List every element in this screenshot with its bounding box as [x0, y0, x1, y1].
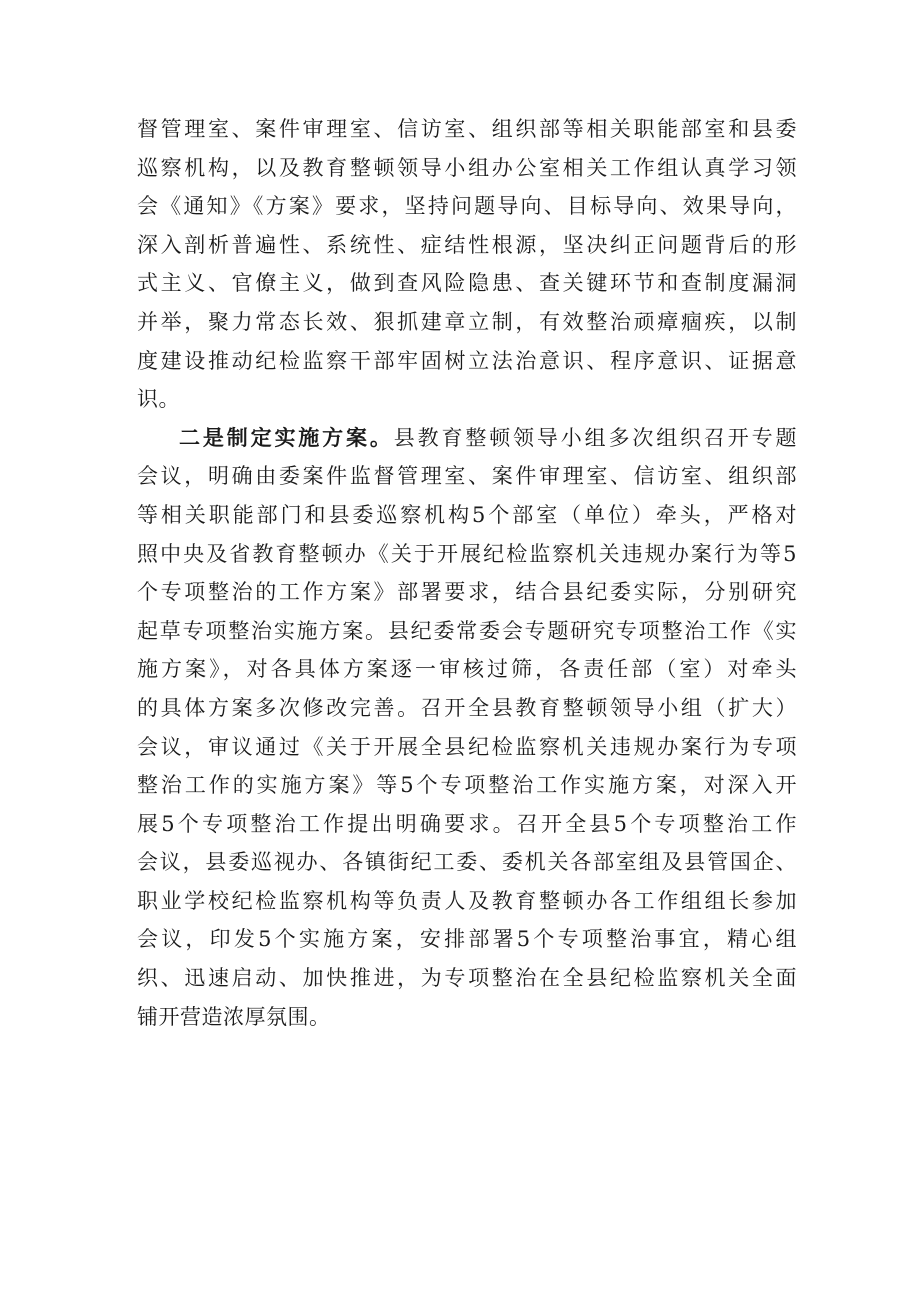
paragraph-1-line: 会《通知》《方案》要求，坚持问题导向、目标导向、效果导向， — [137, 194, 797, 219]
paragraph-2-line: 的具体方案多次修改完善。召开全县教育整顿领导小组（扩大） — [137, 695, 797, 720]
paragraph-1-line: 度建设推动纪检监察干部牢固树立法治意识、程序意识、证据意 — [137, 348, 797, 373]
paragraph-2-line: 起草专项整治实施方案。县纪委常委会专题研究专项整治工作《实 — [137, 618, 797, 643]
document-body — [137, 110, 797, 1036]
paragraph-1 — [137, 110, 797, 419]
paragraph-2-first-line — [137, 419, 797, 458]
paragraph-1-line: 识。 — [137, 387, 180, 412]
paragraph-1-line: 深入剖析普遍性、系统性、症结性根源，坚决纠正问题背后的形 — [137, 232, 797, 257]
section-heading: 二是制定实施方案。 — [179, 425, 394, 450]
paragraph-2 — [137, 419, 797, 1037]
paragraph-1-line: 并举，聚力常态长效、狠抓建章立制，有效整治顽瘴痼疾，以制 — [137, 309, 797, 334]
paragraph-2-line: 照中央及省教育整顿办《关于开展纪检监察机关违规办案行为等5 — [137, 541, 797, 566]
paragraph-2-line: 会议，明确由委案件监督管理室、案件审理室、信访室、组织部 — [137, 464, 797, 489]
paragraph-2-line: 整治工作的实施方案》等5个专项整治工作实施方案，对深入开 — [137, 773, 797, 798]
paragraph-2-line: 会议，县委巡视办、各镇街纪工委、委机关各部室组及县管国企、 — [137, 850, 797, 875]
paragraph-2-line: 展5个专项整治工作提出明确要求。召开全县5个专项整治工作 — [137, 811, 797, 836]
paragraph-1-line: 督管理室、案件审理室、信访室、组织部等相关职能部室和县委 — [137, 117, 797, 141]
paragraph-1-line: 式主义、官僚主义，做到查风险隐患、查关键环节和查制度漏洞 — [137, 271, 797, 296]
paragraph-2-line: 会议，印发5个实施方案，安排部署5个专项整治事宜，精心组 — [137, 927, 797, 952]
paragraph-2-line: 等相关职能部门和县委巡察机构5个部室（单位）牵头，严格对 — [137, 502, 797, 527]
paragraph-2-line: 织、迅速启动、加快推进，为专项整治在全县纪检监察机关全面 — [137, 966, 797, 991]
paragraph-2-line: 铺开营造浓厚氛围。 — [137, 1004, 331, 1029]
paragraph-2-line: 个专项整治的工作方案》部署要求，结合县纪委实际，分别研究 — [137, 580, 797, 605]
paragraph-2-line: 会议，审议通过《关于开展全县纪检监察机关违规办案行为专项 — [137, 734, 797, 759]
paragraph-2-first-line-text: 县教育整顿领导小组多次组织召开专题 — [393, 425, 798, 450]
paragraph-1-line: 巡察机构，以及教育整顿领导小组办公室相关工作组认真学习领 — [137, 155, 797, 180]
paragraph-2-line: 职业学校纪检监察机构等负责人及教育整顿办各工作组组长参加 — [137, 888, 797, 913]
paragraph-2-line: 施方案》，对各具体方案逐一审核过筛，各责任部（室）对牵头 — [137, 657, 797, 682]
